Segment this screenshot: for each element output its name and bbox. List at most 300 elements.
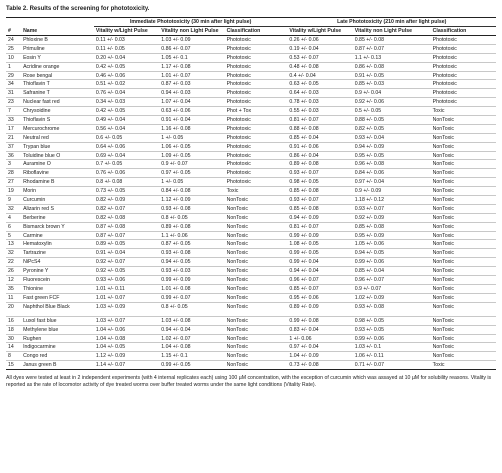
table-row: [6, 361, 496, 370]
table-cell: 0.8 +/- 0.05: [159, 302, 224, 316]
table-cell: 0.7 +/- 0.05: [94, 160, 159, 169]
table-cell: 1.04 +/- 0.09: [287, 352, 352, 361]
table-row: [6, 316, 496, 325]
table-cell: NonToxic: [431, 343, 496, 352]
table-cell: Congo red: [21, 352, 94, 361]
table-cell: 0.78 +/- 0.03: [287, 98, 352, 107]
column-header: Vitality non Light Pulse: [353, 27, 431, 36]
table-cell: 0.94 +/- 0.05: [353, 249, 431, 258]
table-cell: 1.1 +/- 0.13: [353, 53, 431, 62]
table-row: [6, 44, 496, 53]
table-cell: 0.93 +/- 0.08: [159, 204, 224, 213]
table-cell: 20: [6, 302, 21, 316]
table-cell: 0.98 +/- 0.05: [353, 316, 431, 325]
table-cell: 1.08 +/- 0.05: [287, 240, 352, 249]
table-cell: 0.93 +/- 0.08: [159, 249, 224, 258]
table-cell: 0.84 +/- 0.06: [353, 169, 431, 178]
table-row: [6, 107, 496, 116]
table-title: Table 2. Results of the screening for phototoxicity.: [6, 6, 150, 12]
table-cell: 12: [6, 276, 21, 285]
table-cell: NonToxic: [225, 267, 288, 276]
table-cell: 0.97 +/- 0.04: [287, 343, 352, 352]
table-cell: 0.85 +/- 0.07: [287, 284, 352, 293]
table-cell: 0.89 +/- 0.08: [287, 160, 352, 169]
table-cell: Phototoxic: [431, 62, 496, 71]
table-cell: 0.64 +/- 0.06: [94, 142, 159, 151]
table-cell: NonToxic: [225, 325, 288, 334]
table-cell: NonToxic: [225, 316, 288, 325]
table-cell: 9: [6, 196, 21, 205]
table-cell: 30: [6, 334, 21, 343]
table-cell: 0.94 +/- 0.04: [287, 267, 352, 276]
table-cell: Phototoxic: [225, 36, 288, 45]
table-cell: Phototoxic: [431, 80, 496, 89]
table-cell: 1.1 +/- 0.06: [159, 231, 224, 240]
table-cell: 0.88 +/- 0.08: [287, 124, 352, 133]
table-row: [6, 240, 496, 249]
column-header: #: [6, 27, 21, 36]
table-cell: 0.87 +/- 0.07: [353, 44, 431, 53]
table-cell: NonToxic: [431, 124, 496, 133]
table-cell: Janus green B: [21, 361, 94, 370]
table-cell: NonToxic: [225, 361, 288, 370]
table-cell: 1.09 +/- 0.05: [159, 151, 224, 160]
table-cell: 0.5 +/- 0.05: [353, 107, 431, 116]
table-cell: 8: [6, 352, 21, 361]
table-cell: 0.82 +/- 0.07: [94, 204, 159, 213]
table-cell: 1: [6, 62, 21, 71]
table-cell: 0.87 +/- 0.08: [94, 222, 159, 231]
table-row: [6, 169, 496, 178]
table-cell: Phototoxic: [225, 89, 288, 98]
table-cell: 0.48 +/- 0.08: [287, 62, 352, 71]
table-cell: Methylene blue: [21, 325, 94, 334]
table-cell: Phototoxic: [225, 80, 288, 89]
table-cell: 1.03 +/- 0.07: [94, 316, 159, 325]
table-cell: 11: [6, 293, 21, 302]
table-body: [6, 36, 496, 370]
table-cell: Thioflavin S: [21, 116, 94, 125]
table-cell: 0.4 +/- 0.04: [287, 71, 352, 80]
table-cell: NonToxic: [431, 258, 496, 267]
table-cell: Phototoxic: [225, 178, 288, 187]
table-cell: 0.99 +/- 0.04: [287, 258, 352, 267]
table-cell: 0.89 +/- 0.05: [94, 240, 159, 249]
table-row: [6, 133, 496, 142]
table-row: [6, 222, 496, 231]
table-cell: Pyronine Y: [21, 267, 94, 276]
table-cell: NonToxic: [431, 178, 496, 187]
table-cell: NonToxic: [225, 196, 288, 205]
table-cell: 18: [6, 325, 21, 334]
table-cell: Phototoxic: [431, 44, 496, 53]
table-cell: NonToxic: [431, 160, 496, 169]
table-cell: Phloxine B: [21, 36, 94, 45]
table-cell: 14: [6, 343, 21, 352]
table-cell: 0.86 +/- 0.07: [159, 44, 224, 53]
table-cell: 0.87 +/- 0.05: [159, 240, 224, 249]
table-cell: Phot + Tox: [225, 107, 288, 116]
table-cell: 31: [6, 89, 21, 98]
table-cell: 1.17 +/- 0.08: [159, 62, 224, 71]
table-cell: NonToxic: [431, 325, 496, 334]
table-cell: 0.88 +/- 0.05: [353, 116, 431, 125]
table-cell: Phototoxic: [225, 124, 288, 133]
table-cell: 0.82 +/- 0.05: [353, 124, 431, 133]
table-cell: 13: [6, 240, 21, 249]
table-cell: Tartrazine: [21, 249, 94, 258]
table-cell: NonToxic: [431, 293, 496, 302]
table-cell: 0.42 +/- 0.05: [94, 62, 159, 71]
table-row: [6, 325, 496, 334]
table-cell: 0.97 +/- 0.05: [159, 169, 224, 178]
table-cell: NonToxic: [431, 204, 496, 213]
table-row: [6, 124, 496, 133]
table-cell: 1.15 +/- 0.1: [159, 352, 224, 361]
table-cell: NonToxic: [431, 222, 496, 231]
table-cell: 26: [6, 267, 21, 276]
table-cell: NonToxic: [431, 231, 496, 240]
table-cell: 1.01 +/- 0.11: [94, 284, 159, 293]
table-cell: NonToxic: [431, 334, 496, 343]
table-cell: 0.71 +/- 0.07: [353, 361, 431, 370]
table-row: [6, 204, 496, 213]
group-header-row: [6, 18, 496, 27]
table-cell: 1.14 +/- 0.07: [94, 361, 159, 370]
table-row: [6, 276, 496, 285]
table-cell: 0.8 +/- 0.08: [94, 178, 159, 187]
table-cell: 1.03 +/- 0.09: [159, 36, 224, 45]
table-cell: Phototoxic: [431, 53, 496, 62]
table-cell: 0.91 +/- 0.05: [353, 71, 431, 80]
table-cell: 1.07 +/- 0.04: [159, 98, 224, 107]
table-cell: Phototoxic: [225, 133, 288, 142]
table-cell: 0.85 +/- 0.08: [287, 187, 352, 196]
table-cell: 0.69 +/- 0.04: [94, 151, 159, 160]
table-row: [6, 187, 496, 196]
table-cell: Phototoxic: [225, 151, 288, 160]
table-cell: NonToxic: [225, 249, 288, 258]
table-row: [6, 293, 496, 302]
table-cell: 15: [6, 361, 21, 370]
table-cell: Fast green FCF: [21, 293, 94, 302]
table-cell: Thioflavin T: [21, 80, 94, 89]
table-cell: 1.04 +/- 0.08: [159, 343, 224, 352]
table-cell: Phototoxic: [225, 44, 288, 53]
table-cell: Morin: [21, 187, 94, 196]
table-cell: 0.81 +/- 0.07: [287, 116, 352, 125]
table-cell: 0.93 +/- 0.03: [159, 267, 224, 276]
table-cell: Mercurochrome: [21, 124, 94, 133]
table-cell: 0.76 +/- 0.06: [94, 169, 159, 178]
table-cell: 10: [6, 53, 21, 62]
table-cell: 0.86 +/- 0.08: [353, 62, 431, 71]
table-cell: NonToxic: [431, 240, 496, 249]
table-cell: 17: [6, 124, 21, 133]
table-cell: 6: [6, 222, 21, 231]
table-row: [6, 62, 496, 71]
table-cell: 37: [6, 142, 21, 151]
table-cell: 0.20 +/- 0.04: [94, 53, 159, 62]
table-cell: Nuclear fast red: [21, 98, 94, 107]
table-cell: 0.82 +/- 0.09: [94, 196, 159, 205]
table-cell: 24: [6, 36, 21, 45]
table-cell: 0.96 +/- 0.07: [287, 276, 352, 285]
table-cell: Riboflavine: [21, 169, 94, 178]
table-cell: 0.82 +/- 0.08: [94, 213, 159, 222]
table-cell: Toxic: [431, 107, 496, 116]
table-cell: 1.04 +/- 0.08: [94, 334, 159, 343]
table-cell: 1.12 +/- 0.09: [94, 352, 159, 361]
table-cell: 0.85 +/- 0.03: [353, 80, 431, 89]
table-cell: NonToxic: [431, 249, 496, 258]
table-row: [6, 249, 496, 258]
table-cell: 29: [6, 71, 21, 80]
table-cell: Phototoxic: [225, 71, 288, 80]
table-cell: Toxic: [431, 361, 496, 370]
table-cell: Eosin Y: [21, 53, 94, 62]
table-row: [6, 71, 496, 80]
table-cell: NonToxic: [431, 352, 496, 361]
table-cell: 0.98 +/- 0.05: [287, 178, 352, 187]
table-cell: 0.99 +/- 0.09: [287, 231, 352, 240]
table-cell: Indigocarmine: [21, 343, 94, 352]
table-cell: 0.55 +/- 0.03: [287, 107, 352, 116]
table-cell: Phototoxic: [225, 160, 288, 169]
table-cell: 0.85 +/- 0.08: [287, 204, 352, 213]
table-cell: 0.83 +/- 0.04: [287, 325, 352, 334]
table-cell: NonToxic: [225, 213, 288, 222]
table-cell: NonToxic: [431, 302, 496, 316]
table-cell: 1.03 +/- 0.09: [94, 302, 159, 316]
table-cell: 1.03 +/- 0.08: [159, 316, 224, 325]
table-cell: 0.11 +/- 0.05: [94, 44, 159, 53]
table-cell: 1.01 +/- 0.07: [159, 71, 224, 80]
table-cell: 1.04 +/- 0.05: [94, 343, 159, 352]
table-cell: 0.81 +/- 0.07: [287, 222, 352, 231]
table-row: [6, 334, 496, 343]
table-cell: 0.9 +/- 0.07: [159, 160, 224, 169]
table-cell: 0.92 +/- 0.07: [94, 258, 159, 267]
table-cell: 0.99 +/- 0.05: [287, 249, 352, 258]
table-cell: 0.19 +/- 0.04: [287, 44, 352, 53]
table-row: [6, 178, 496, 187]
table-cell: 0.95 +/- 0.06: [287, 293, 352, 302]
table-cell: 1.05 +/- 0.06: [353, 240, 431, 249]
column-header: Name: [21, 27, 94, 36]
table-row: [6, 343, 496, 352]
table-cell: 1.03 +/- 0.1: [353, 343, 431, 352]
table-cell: 1.18 +/- 0.12: [353, 196, 431, 205]
table-cell: 0.94 +/- 0.09: [353, 142, 431, 151]
table-cell: 1.01 +/- 0.07: [94, 293, 159, 302]
table-cell: NonToxic: [431, 316, 496, 325]
table-row: [6, 258, 496, 267]
table-cell: 0.94 +/- 0.04: [159, 325, 224, 334]
table-cell: 23: [6, 98, 21, 107]
table-cell: 1.06 +/- 0.11: [353, 352, 431, 361]
table-cell: 0.53 +/- 0.07: [287, 53, 352, 62]
table-cell: Alizarin red S: [21, 204, 94, 213]
table-cell: 0.91 +/- 0.06: [287, 142, 352, 151]
late-group-header: Late Phototoxicity (210 min after light pulse): [287, 18, 496, 27]
table-cell: 0.73 +/- 0.05: [94, 187, 159, 196]
table-cell: Carmine: [21, 231, 94, 240]
table-cell: Safranine T: [21, 89, 94, 98]
table-cell: 0.99 +/- 0.09: [159, 276, 224, 285]
table-cell: 7: [6, 107, 21, 116]
table-row: [6, 284, 496, 293]
table-cell: 21: [6, 133, 21, 142]
table-cell: NonToxic: [431, 116, 496, 125]
column-header: Vitality non Light Pulse: [159, 27, 224, 36]
table-cell: Phototoxic: [225, 98, 288, 107]
table-cell: 0.64 +/- 0.03: [287, 89, 352, 98]
table-cell: Thionine: [21, 284, 94, 293]
table-cell: 27: [6, 178, 21, 187]
table-cell: NonToxic: [225, 258, 288, 267]
table-cell: 0.89 +/- 0.08: [159, 222, 224, 231]
table-cell: 0.51 +/- 0.02: [94, 80, 159, 89]
table-cell: NonToxic: [431, 151, 496, 160]
table-cell: Phototoxic: [225, 53, 288, 62]
table-cell: NonToxic: [431, 276, 496, 285]
table-cell: 1.02 +/- 0.07: [159, 334, 224, 343]
table-cell: 0.26 +/- 0.06: [287, 36, 352, 45]
table-cell: Acridine orange: [21, 62, 94, 71]
table-cell: 22: [6, 258, 21, 267]
column-header: Vitality w/Light Pulse: [287, 27, 352, 36]
table-row: [6, 89, 496, 98]
table-cell: 1 +/- 0.05: [159, 133, 224, 142]
table-cell: NonToxic: [431, 267, 496, 276]
table-cell: NonToxic: [225, 293, 288, 302]
table-cell: 0.11 +/- 0.03: [94, 36, 159, 45]
table-cell: Rughen: [21, 334, 94, 343]
table-cell: 0.42 +/- 0.05: [94, 107, 159, 116]
table-cell: 1.01 +/- 0.08: [159, 284, 224, 293]
table-cell: 1.12 +/- 0.09: [159, 196, 224, 205]
table-cell: 34: [6, 80, 21, 89]
table-cell: 0.93 +/- 0.08: [353, 302, 431, 316]
table-cell: 0.34 +/- 0.03: [94, 98, 159, 107]
table-cell: 0.91 +/- 0.04: [94, 249, 159, 258]
column-header: Vitality w/Light Pulse: [94, 27, 159, 36]
table-cell: Luxol fast blue: [21, 316, 94, 325]
table-cell: Curcumin: [21, 196, 94, 205]
table-cell: 32: [6, 204, 21, 213]
table-cell: 0.86 +/- 0.04: [287, 151, 352, 160]
table-cell: NonToxic: [225, 284, 288, 293]
table-cell: Phototoxic: [225, 62, 288, 71]
table-cell: 0.93 +/- 0.04: [353, 133, 431, 142]
table-row: [6, 213, 496, 222]
table-cell: NonToxic: [225, 352, 288, 361]
table-cell: 0.85 +/- 0.08: [353, 222, 431, 231]
table-cell: 5: [6, 231, 21, 240]
table-row: [6, 151, 496, 160]
table-cell: 0.87 +/- 0.03: [159, 80, 224, 89]
table-row: [6, 302, 496, 316]
table-cell: NiPcS4: [21, 258, 94, 267]
table-cell: Phototoxic: [225, 142, 288, 151]
table-cell: Chrysoidine: [21, 107, 94, 116]
table-cell: NonToxic: [431, 284, 496, 293]
table-cell: Phototoxic: [431, 98, 496, 107]
table-row: [6, 80, 496, 89]
table-cell: 0.46 +/- 0.06: [94, 71, 159, 80]
table-cell: 0.85 +/- 0.04: [353, 267, 431, 276]
table-cell: Phototoxic: [431, 71, 496, 80]
table-cell: Phototoxic: [431, 36, 496, 45]
column-header: Classification: [225, 27, 288, 36]
table-cell: Primuline: [21, 44, 94, 53]
table-cell: 0.85 +/- 0.08: [353, 36, 431, 45]
table-cell: NonToxic: [225, 240, 288, 249]
immediate-group-header: Immediate Phototoxicity (30 min after light pulse): [94, 18, 287, 27]
table-row: [6, 116, 496, 125]
table-cell: 0.84 +/- 0.08: [159, 187, 224, 196]
table-cell: 0.99 +/- 0.06: [353, 258, 431, 267]
table-cell: NonToxic: [431, 169, 496, 178]
table-cell: Bismarck brown Y: [21, 222, 94, 231]
table-cell: NonToxic: [225, 231, 288, 240]
table-cell: NonToxic: [225, 343, 288, 352]
table-cell: 4: [6, 213, 21, 222]
table-cell: 28: [6, 169, 21, 178]
table-cell: Berberine: [21, 213, 94, 222]
table-row: [6, 231, 496, 240]
table-cell: 0.93 +/- 0.07: [287, 169, 352, 178]
table-cell: 0.93 +/- 0.05: [353, 325, 431, 334]
table-cell: Phototoxic: [225, 116, 288, 125]
table-row: [6, 53, 496, 62]
table-cell: Rhodamine B: [21, 178, 94, 187]
table-cell: Trypan blue: [21, 142, 94, 151]
table-cell: 33: [6, 116, 21, 125]
table-cell: Toxic: [225, 187, 288, 196]
table-cell: NonToxic: [225, 302, 288, 316]
table-cell: 0.92 +/- 0.05: [94, 267, 159, 276]
table-cell: 0.49 +/- 0.04: [94, 116, 159, 125]
table-cell: 0.63 +/- 0.05: [287, 80, 352, 89]
table-cell: 0.99 +/- 0.06: [353, 334, 431, 343]
table-cell: 0.97 +/- 0.04: [353, 178, 431, 187]
table-footnote: All dyes were tested at least in 2 independent experiments (with 4 internal replicates each) using 100 µM concentration, with the exception of curcumin which was assayed at 10 µM for solubility reasons. Vitality is reported as the rate of locomotor activity of dye treated worms over buffer treated worms under the same light conditions (Vitality Rate).: [6, 375, 492, 389]
table-cell: NonToxic: [431, 187, 496, 196]
table-cell: NonToxic: [431, 142, 496, 151]
table-cell: Rose bengal: [21, 71, 94, 80]
table-cell: 0.9 +/- 0.09: [353, 187, 431, 196]
table-cell: NonToxic: [431, 133, 496, 142]
table-cell: 32: [6, 249, 21, 258]
table-cell: NonToxic: [225, 204, 288, 213]
table-cell: Auramine O: [21, 160, 94, 169]
table-cell: NonToxic: [225, 334, 288, 343]
table-cell: 0.9 +/- 0.07: [353, 284, 431, 293]
table-cell: 0.93 +/- 0.07: [353, 204, 431, 213]
table-cell: 25: [6, 44, 21, 53]
table-cell: 1.16 +/- 0.08: [159, 124, 224, 133]
table-cell: 0.99 +/- 0.07: [159, 293, 224, 302]
table-cell: 1.02 +/- 0.09: [353, 293, 431, 302]
table-cell: 0.92 +/- 0.09: [353, 213, 431, 222]
table-cell: 0.85 +/- 0.04: [287, 133, 352, 142]
table-cell: 0.94 +/- 0.05: [159, 258, 224, 267]
table-cell: 0.8 +/- 0.05: [159, 213, 224, 222]
table-cell: Phototoxic: [225, 169, 288, 178]
table-cell: Hematoxylin: [21, 240, 94, 249]
